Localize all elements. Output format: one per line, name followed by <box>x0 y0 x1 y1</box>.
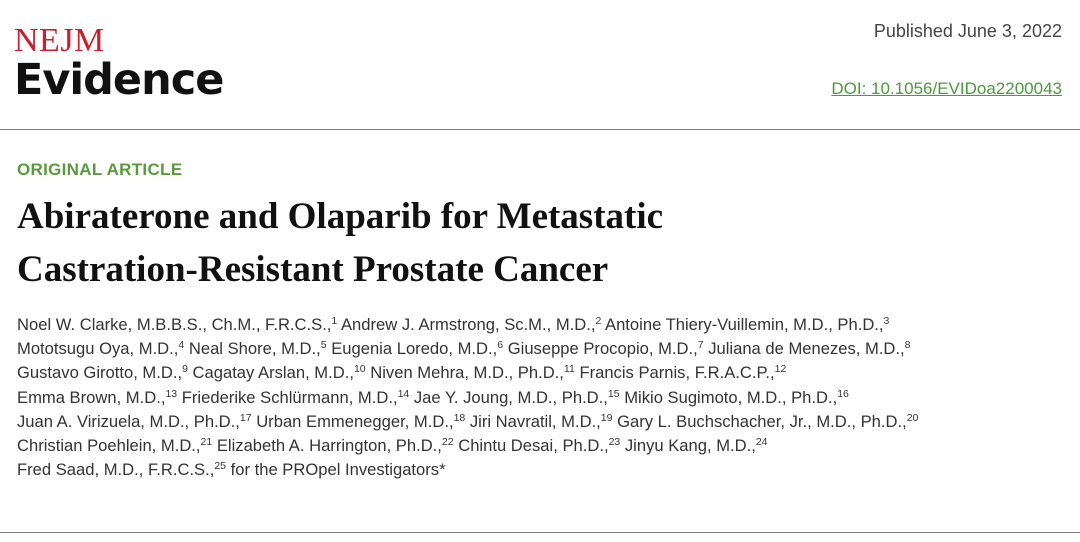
author: Niven Mehra, M.D., Ph.D.,$^{11}$ <box>370 363 575 383</box>
logo-nejm: NEJM <box>14 22 105 59</box>
article-title <box>17 190 1057 296</box>
author: Neal Shore, M.D.,$^5$ <box>188 339 327 359</box>
article-type: ORIGINAL ARTICLE <box>17 160 183 179</box>
author: Francis Parnis, F.R.A.C.P.,$^{12}$ <box>579 363 787 383</box>
header-divider <box>0 129 1080 130</box>
author: Gary L. Buchschacher, Jr., M.D., Ph.D.,$^{20}$ <box>617 411 919 431</box>
title-line-1: Abiraterone and Olaparib for Metastatic <box>17 196 664 237</box>
author: Fred Saad, M.D., F.R.C.S.,$^{25}$ <box>17 460 227 480</box>
author: Noel W. Clarke, M.B.B.S., Ch.M., F.R.C.S.,$^1$ <box>17 315 338 334</box>
author: Mikio Sugimoto, M.D., Ph.D.,$^{16}$ <box>624 387 849 407</box>
affiliation-marker[interactable]: 18 <box>453 411 466 424</box>
author: Giuseppe Procopio, M.D.,$^7$ <box>507 339 704 359</box>
affiliation-marker[interactable]: 2 <box>595 315 602 327</box>
author: Chintu Desai, Ph.D.,$^{23}$ <box>458 436 621 456</box>
footer-divider <box>0 532 1080 533</box>
author: Juliana de Menezes, M.D.,$^8$ <box>708 339 911 359</box>
logo-evidence: Evidence <box>14 55 224 105</box>
author: Jiri Navratil, M.D.,$^{19}$ <box>469 411 613 431</box>
affiliation-marker[interactable]: 16 <box>837 387 849 400</box>
author: Cagatay Arslan, M.D.,$^{10}$ <box>192 363 366 383</box>
affiliation-marker[interactable]: 19 <box>600 411 613 424</box>
author: Andrew J. Armstrong, Sc.M., M.D.,$^2$ <box>340 315 602 334</box>
affiliation-marker[interactable]: 14 <box>397 387 410 400</box>
affiliation-marker[interactable]: 11 <box>563 363 575 376</box>
author: Friederike Schlürmann, M.D.,$^{14}$ <box>181 387 410 407</box>
affiliation-marker[interactable]: 24 <box>755 436 768 449</box>
affiliation-marker[interactable]: 6 <box>497 339 504 352</box>
affiliation-marker[interactable]: 7 <box>697 339 704 352</box>
author: Gustavo Girotto, M.D.,$^9$ <box>17 363 188 383</box>
author: Jinyu Kang, M.D.,$^{24}$ <box>624 436 768 456</box>
author: Christian Poehlein, M.D.,$^{21}$ <box>17 436 213 456</box>
affiliation-marker[interactable]: 21 <box>200 436 213 449</box>
affiliation-marker[interactable]: 20 <box>906 411 919 424</box>
author-list <box>17 313 1067 482</box>
affiliation-marker[interactable]: 23 <box>608 436 621 449</box>
author: Elizabeth A. Harrington, Ph.D.,$^{22}$ <box>216 436 454 456</box>
affiliation-marker[interactable]: 22 <box>441 436 454 449</box>
author: Antoine Thiery-Vuillemin, M.D., Ph.D.,$^3$ <box>605 315 890 334</box>
affiliation-marker[interactable]: 9 <box>182 363 188 376</box>
published-date: Published June 3, 2022 <box>873 21 1062 41</box>
author: Jae Y. Joung, M.D., Ph.D.,$^{15}$ <box>413 387 620 407</box>
investigators-group: for the PROpel Investigators* <box>230 460 446 480</box>
affiliation-marker[interactable]: 25 <box>214 460 227 473</box>
journal-logo[interactable] <box>14 22 224 105</box>
affiliation-marker[interactable]: 5 <box>320 339 327 352</box>
title-line-2: Castration-Resistant Prostate Cancer <box>17 249 609 290</box>
author: Eugenia Loredo, M.D.,$^6$ <box>331 339 504 359</box>
author: Juan A. Virizuela, M.D., Ph.D.,$^{17}$ <box>17 411 252 431</box>
affiliation-marker[interactable]: 17 <box>239 411 252 424</box>
affiliation-marker[interactable]: 15 <box>607 387 620 400</box>
affiliation-marker[interactable]: 4 <box>178 339 185 352</box>
author: Emma Brown, M.D.,$^{13}$ <box>17 387 178 407</box>
affiliation-marker[interactable]: 10 <box>353 363 366 376</box>
affiliation-marker[interactable]: 12 <box>774 363 787 376</box>
affiliation-marker[interactable]: 13 <box>165 387 178 400</box>
affiliation-marker[interactable]: 1 <box>331 315 338 327</box>
doi-link[interactable]: DOI: 10.1056/EVIDoa2200043 <box>831 79 1062 98</box>
affiliation-marker[interactable]: 3 <box>883 315 890 327</box>
author: Urban Emmenegger, M.D.,$^{18}$ <box>256 411 466 431</box>
author: Mototsugu Oya, M.D.,$^4$ <box>17 339 185 359</box>
affiliation-marker[interactable]: 8 <box>904 339 911 352</box>
